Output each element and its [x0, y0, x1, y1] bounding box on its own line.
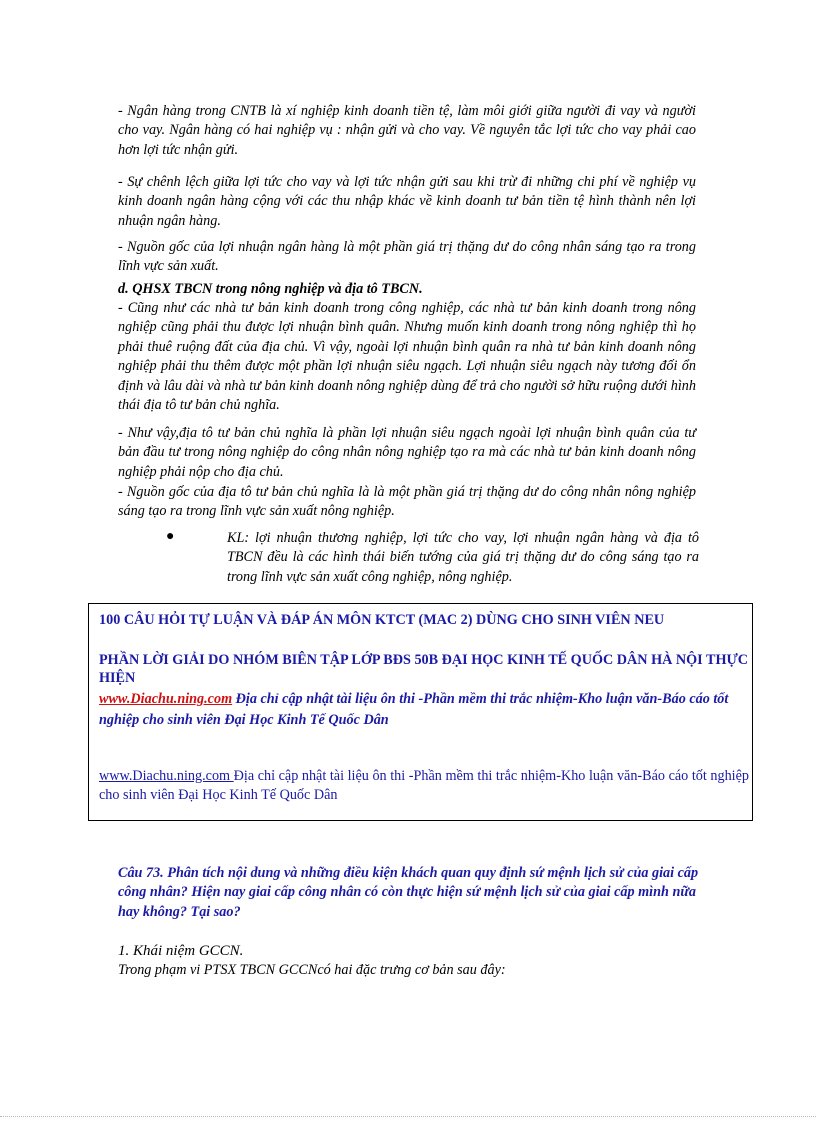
paragraph-ground-rent-definition: - Như vậy,địa tô tư bản chủ nghĩa là phần lợi nhuận siêu ngạch ngoài lợi nhuận bình quân của tư bản đầu tư trong nông nghiệp do công nhân nông nghiệp tạo ra mà các nhà tư bản kinh doanh nông nghiệp phải nộp cho địa chủ. — [118, 425, 696, 480]
promo-link-line-1 — [99, 689, 749, 731]
promo-desc-2: Địa chỉ cập nhật tài liệu ôn thi -Phần mềm thi trắc nhiệm-Kho luận văn-Báo cáo tốt nghiệp cho sinh viên Đại Học Kinh Tế Quốc Dân — [99, 768, 749, 804]
paragraph-ground-rent-origin: - Nguồn gốc của địa tô tư bản chủ nghĩa là là một phần giá trị thặng dư do công nhân nông nghiệp sáng tạo ra trong lĩnh vực sản xuất nông nghiệp. — [118, 484, 696, 520]
promo-subtitle: PHẦN LỜI GIẢI DO NHÓM BIÊN TẬP LỚP BĐS 50B ĐẠI HỌC KINH TẾ QUỐC DÂN HÀ NỘI THỰC HIỆN — [99, 652, 749, 686]
promo-title: 100 CÂU HỎI TỰ LUẬN VÀ ĐÁP ÁN MÔN KTCT (MAC 2) DÙNG CHO SINH VIÊN NEU — [99, 612, 665, 628]
conclusion-text: KL: lợi nhuận thương nghiệp, lợi tức cho vay, lợi nhuận ngân hàng và địa tô TBCN đều là các hình thái biến tướng của giá trị thặng dư do công sáng tạo ra trong lĩnh vực sản xuất công nghiệp, nông nghiệp. — [227, 530, 699, 585]
paragraph-bank-profit-origin: - Nguồn gốc của lợi nhuận ngân hàng là một phần giá trị thặng dư do công nhân sáng tạo ra trong lĩnh vực sản xuất. — [118, 239, 696, 275]
promo-link-1[interactable]: www.Diachu.ning.com — [99, 691, 233, 707]
conclusion-bullet — [166, 529, 706, 589]
promo-box — [88, 603, 753, 821]
section-1-heading: 1. Khái niệm GCCN. — [118, 943, 244, 959]
bullet-icon: ● — [166, 529, 175, 544]
paragraph-agriculture-capitalists: - Cũng như các nhà tư bản kinh doanh trong công nghiệp, các nhà tư bản kinh doanh trong nông nghiệp cũng phải thu được lợi nhuận bình quân. Nhưng muốn kinh doanh trong nông nghiệp thì họ phải thuê ruộng đất của địa chủ. Vì vậy, ngoài lợi nhuận bình quân ra nhà tư bản kinh doanh nông nghiệp phải thu thêm được một phần lợi nhuận siêu ngạch. Lợi nhuận siêu ngạch này tương đối ổn định và lâu dài và nhà tư bản kinh doanh nông nghiệp dùng để trả cho người sở hữu ruộng dưới hình thái địa tô tư bản chủ nghĩa. — [118, 300, 696, 414]
promo-desc-1: Địa chỉ cập nhật tài liệu ôn thi -Phần mềm thi trắc nhiệm-Kho luận văn-Báo cáo tốt nghiệp cho sinh viên Đại Học Kinh Tế Quốc Dân — [99, 691, 729, 728]
promo-link-line-2 — [99, 767, 749, 806]
promo-link-2[interactable]: www.Diachu.ning.com — [99, 768, 234, 784]
page-bottom-divider — [0, 1116, 816, 1117]
paragraph-bank-definition: - Ngân hàng trong CNTB là xí nghiệp kinh doanh tiền tệ, làm môi giới giữa người đi vay và người cho vay. Ngân hàng có hai nghiệp vụ : nhận gửi và cho vay. Về nguyên tắc lợi tức cho vay phải cao hơn lợi tức nhận gửi. — [118, 103, 696, 158]
question-73: Câu 73. Phân tích nội dung và những điều kiện khách quan quy định sứ mệnh lịch sử của giai cấp công nhân? Hiện nay giai cấp công nhân có còn thực hiện sứ mệnh lịch sử của giai cấp mình nữa hay không? Tại sao? — [118, 865, 699, 920]
section-d-heading: d. QHSX TBCN trong nông nghiệp và địa tô TBCN. — [118, 281, 423, 297]
paragraph-bank-profit-difference: - Sự chênh lệch giữa lợi tức cho vay và lợi tức nhận gửi sau khi trừ đi những chi phí về nghiệp vụ kinh doanh ngân hàng cộng với các thu nhập khác về kinh doanh tư bản tiền tệ hình thành nên lợi nhuận ngân hàng. — [118, 174, 696, 229]
section-1-body: Trong phạm vi PTSX TBCN GCCNcó hai đặc trưng cơ bản sau đây: — [118, 962, 506, 978]
